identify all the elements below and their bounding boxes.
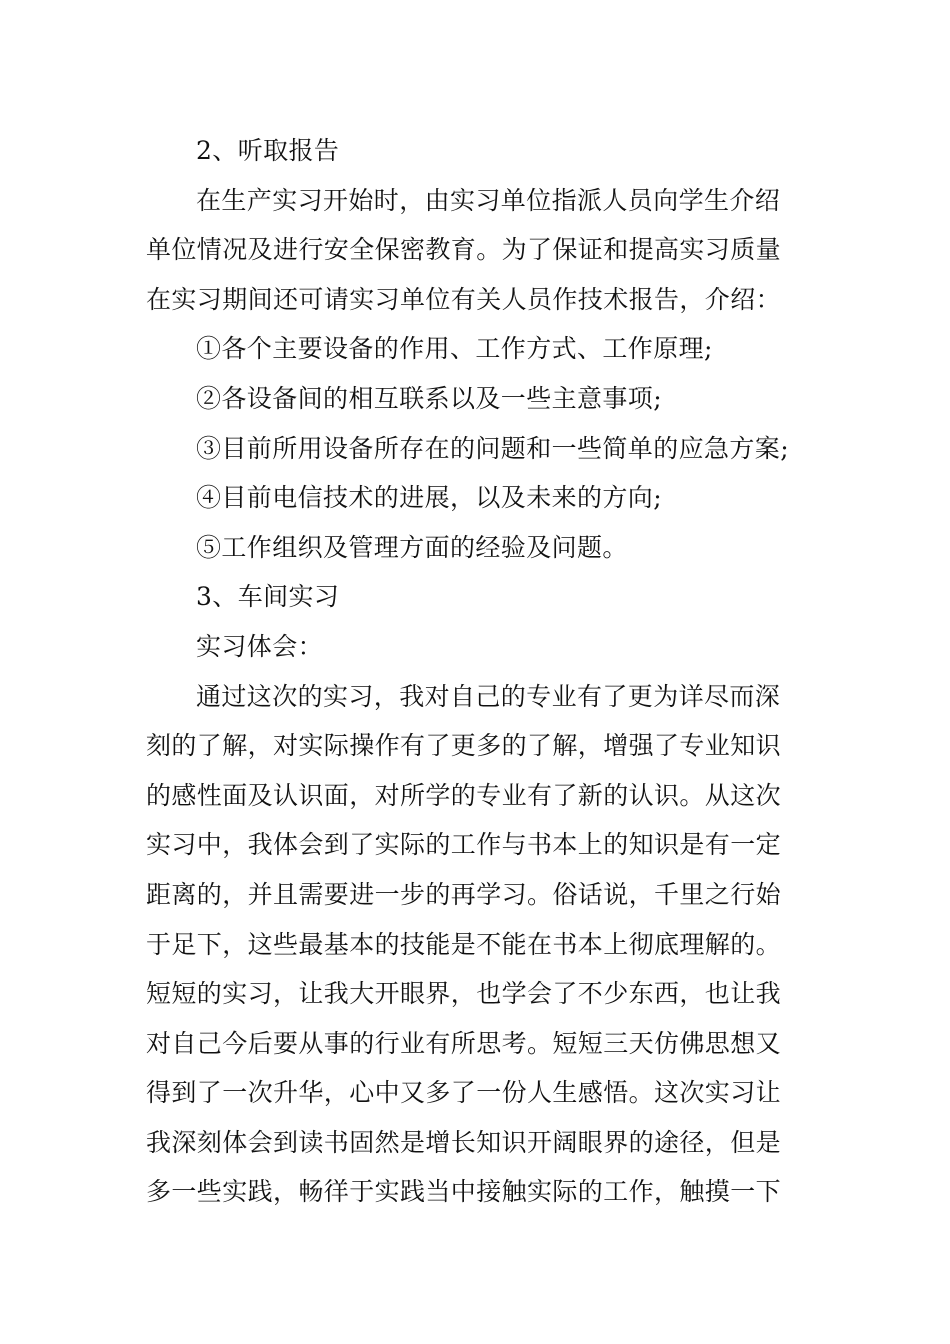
section-heading-experience: 实习体会： bbox=[196, 631, 324, 661]
list-item-2: ②各设备间的相互联系以及一些主意事项; bbox=[196, 383, 663, 413]
paragraph-line: 多一些实践，畅徉于实践当中接触实际的工作，触摸一下 bbox=[146, 1177, 782, 1207]
list-item-3: ③目前所用设备所存在的问题和一些简单的应急方案; bbox=[196, 433, 790, 463]
list-item-5: ⑤工作组织及管理方面的经验及问题。 bbox=[196, 532, 628, 562]
paragraph-line: 刻的了解，对实际操作有了更多的了解，增强了专业知识 bbox=[146, 731, 782, 761]
paragraph-line: 在实习期间还可请实习单位有关人员作技术报告，介绍： bbox=[146, 284, 782, 314]
list-item-4: ④目前电信技术的进展，以及未来的方向; bbox=[196, 483, 663, 513]
list-item-1: ①各个主要设备的作用、工作方式、工作原理; bbox=[196, 334, 713, 364]
paragraph-line: 我深刻体会到读书固然是增长知识开阔眼界的途径，但是 bbox=[146, 1127, 782, 1157]
paragraph-line: 距离的，并且需要进一步的再学习。俗话说，千里之行始 bbox=[146, 879, 782, 909]
paragraph-line: 在生产实习开始时，由实习单位指派人员向学生介绍 bbox=[196, 185, 781, 215]
paragraph-line: 单位情况及进行安全保密教育。为了保证和提高实习质量 bbox=[146, 235, 782, 265]
paragraph-line: 得到了一次升华，心中又多了一份人生感悟。这次实习让 bbox=[146, 1078, 782, 1108]
paragraph-line: 于足下，这些最基本的技能是不能在书本上彻底理解的。 bbox=[146, 929, 782, 959]
section-heading-listen-report: 2、听取报告 bbox=[196, 136, 340, 165]
paragraph-line: 短短的实习，让我大开眼界，也学会了不少东西，也让我 bbox=[146, 979, 782, 1009]
paragraph-line: 的感性面及认识面，对所学的专业有了新的认识。从这次 bbox=[146, 780, 782, 810]
section-heading-workshop: 3、车间实习 bbox=[196, 582, 340, 612]
paragraph-line: 通过这次的实习，我对自己的专业有了更为详尽而深 bbox=[196, 681, 781, 711]
paragraph-line: 实习中，我体会到了实际的工作与书本上的知识是有一定 bbox=[146, 830, 782, 860]
paragraph-line: 对自己今后要从事的行业有所思考。短短三天仿佛思想又 bbox=[146, 1028, 782, 1058]
